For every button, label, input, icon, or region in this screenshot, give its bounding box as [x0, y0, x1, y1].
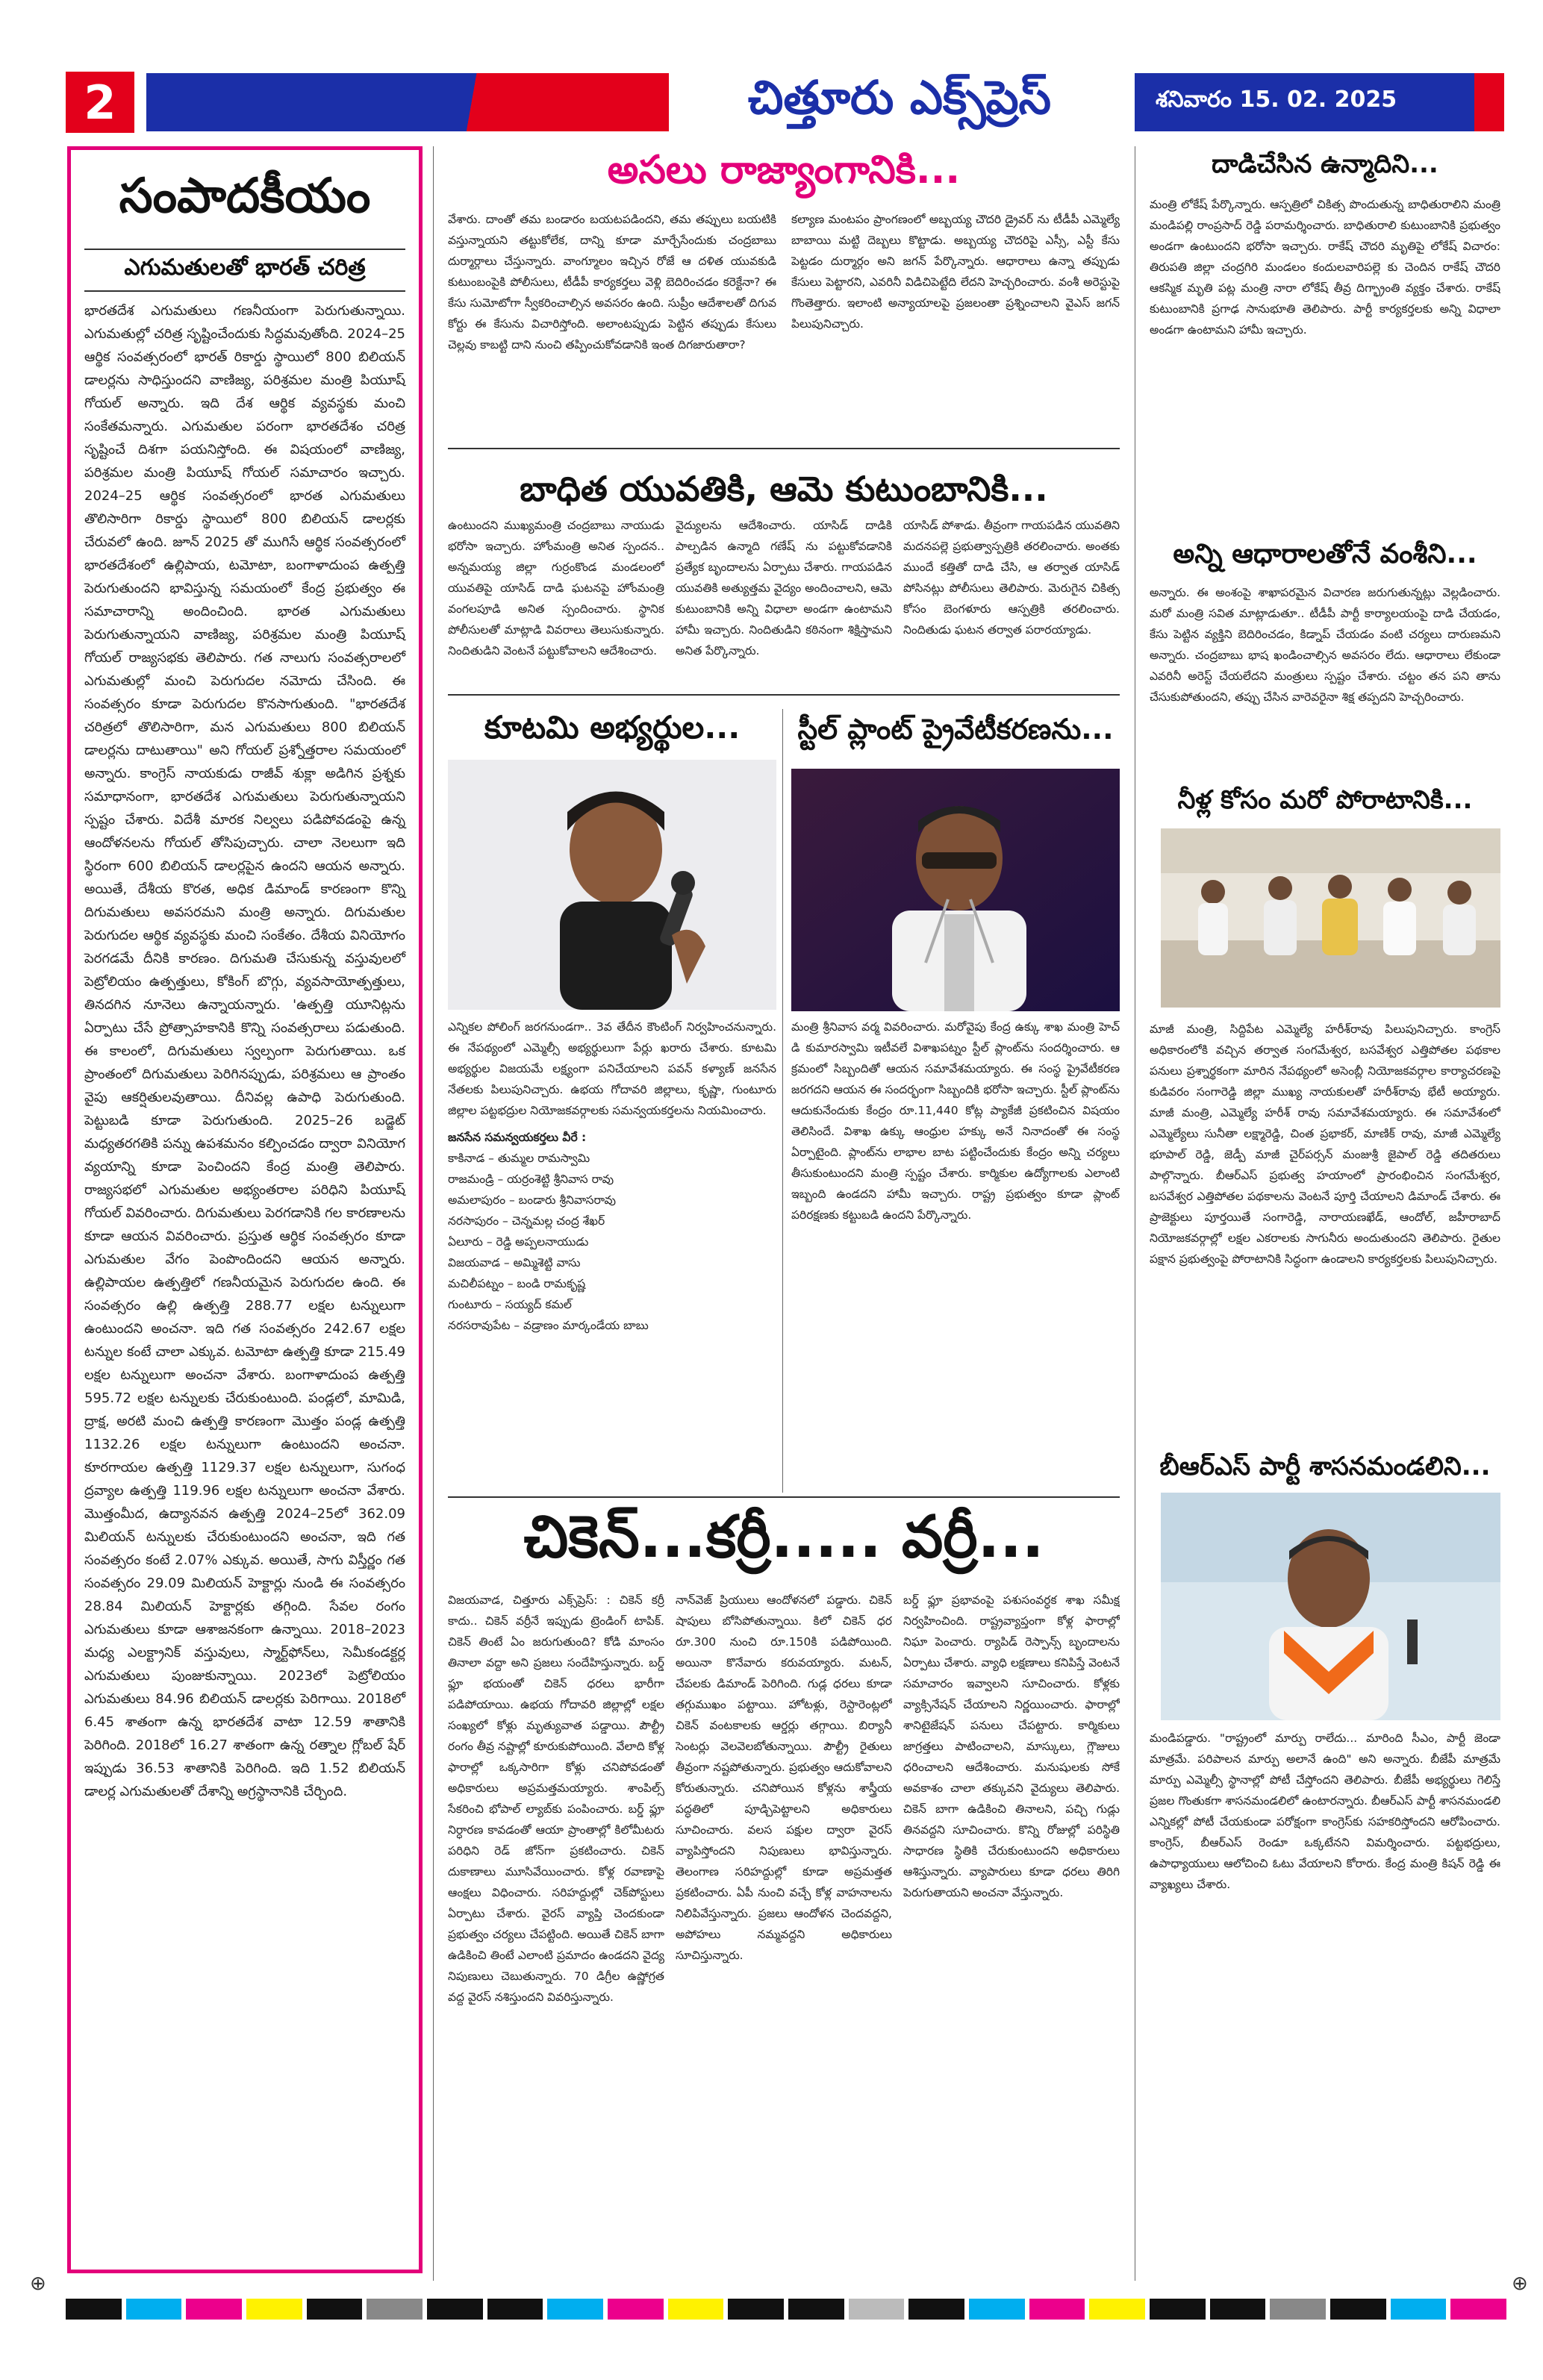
photo-pawan-kalyan — [448, 760, 776, 1010]
meeting-illustration — [1161, 828, 1500, 1008]
coordinator-item: నరసరావుపేట – వడ్రాణం మార్కండేయ బాబు — [448, 1319, 649, 1332]
coordinator-item: కాకినాడ – తుమ్మల రామస్వామి — [448, 1152, 590, 1165]
headline-steel-plant: స్టీల్ ప్లాంట్ ప్రైవేటీకరణను... — [797, 713, 1114, 746]
column-separator — [433, 146, 434, 2281]
coordinator-item: మచిలీపట్నం – బండి రామకృష్ణ — [448, 1277, 586, 1290]
masthead: చిత్తూరు ఎక్స్‌ప్రెస్ — [747, 70, 1052, 125]
alliance-text: ఎన్నికల పోలింగ్ జరగనుండగా.. 3వ తేదీన కౌంటింగ్ నిర్వహించనున్నారు. ఈ నేపథ్యంలో ఎమ్మెల్సీ అభ్యర్థులుగా పేర్లు ఖరారు చేశారు. కూటమి అభ్యర్థుల విజయమే లక్ష్యంగా పనిచేయాలని పవన్ కళ్యాణ్ జనసేన నేతలకు పిలుపునిచ్చారు. ఉభయ గోదావరి జిల్లాలు, కృష్ణా, గుంటూరు జిల్లాల పట్టభద్రుల నియోజకవర్గాలకు సమన్వయకర్తలను నియమించారు. — [448, 1020, 776, 1117]
registration-mark-icon: ⊕ — [1512, 2273, 1528, 2295]
headline-constitution: అసలు రాజ్యాంగానికి... — [607, 148, 961, 193]
page-number: 2 — [66, 72, 134, 133]
photo-minister — [791, 769, 1120, 1011]
victim-col-3 — [903, 515, 1120, 683]
editorial-body: భారతదేశ ఎగుమతులు గణనీయంగా పెరుగుతున్నాయి. ఎగుమతుల్లో చరిత్ర సృష్టించేందుకు సిద్ధమవుతోంది. 2024–25 ఆర్థిక సంవత్సరంలో భారత్ రికార్డు స్థాయిలో 800 బిలియన్ డాలర్లను సాధిస్తుందని వాణిజ్య, పరిశ్రమల మంత్రి పియూష్ గోయల్ అన్నారు. ఇది దేశ ఆర్థిక వ్యవస్థకు మంచి సంకేతమన్నారు. ఎగుమతుల పరంగా భారతదేశం చరిత్ర సృష్టించే దిశగా పయనిస్తోంది. ఈ విషయంలో వాణిజ్య, పరిశ్రమల మంత్రి పియూష్ గోయల్ సమాచారం ఇచ్చారు. 2024–25 ఆర్థిక సంవత్సరంలో భారత ఎగుమతులు తొలిసారిగా రికార్డు స్థాయిలో 800 బిలియన్ డాలర్లకు చేరువలో ఉంది. జూన్ 2025 తో ముగిసే ఆర్థిక సంవత్సరంలో భారతదేశంలో ఉల్లిపాయ, టమోటా, బంగాళాదుంప ఉత్పత్తి పెరుగుతుందని భావిస్తున్న సమయంలో కేంద్ర ప్రభుత్వం ఈ సమాచారాన్ని అందించింది. భారత ఎగుమతులు పెరుగుతున్నాయని వాణిజ్య, పరిశ్రమల మంత్రి పియూష్ గోయల్ రాజ్యసభకు తెలిపారు. గత నాలుగు సంవత్సరాలలో ఎగుమతుల్లో మంచి పెరుగుదల నమోదు చేసింది. ఈ సంవత్సరం కూడా పెరుగుదల కొనసాగుతుంది. "భారతదేశ చరిత్రలో తొలిసారిగా, మన ఎగుమతులు 800 బిలియన్ డాలర్లను దాటుతాయి" అని గోయల్ ప్రశ్నోత్తరాల సమయంలో అన్నారు. కాంగ్రెస్ నాయకుడు రాజీవ్ శుక్లా అడిగిన ప్రశ్నకు సమాధానంగా, భారతదేశ ఎగుమతులు పెరుగుతున్నాయని స్పష్టం చేశారు. విదేశీ మారక నిల్వలు పడిపోవడంపై ఉన్న ఆందోళనలను గోయల్ తోసిపుచ్చారు. చాలా నెలలుగా ఇది స్థిరంగా 600 బిలియన్ డాలర్లపైన ఉందని ఆయన అన్నారు. అయితే, దేశీయ కొరత, అధిక డిమాండ్ కారణంగా కొన్ని దిగుమతులు అవసరమని మంత్రి అన్నారు. దిగుమతుల పెరుగుదల ఆర్థిక వ్యవస్థకు మంచి సంకేతం. దేశీయ వినియోగం పెరగడమే దీనికి కారణం. దిగుమతి చేసుకున్న వస్తువులలో పెట్రోలియం ఉత్పత్తులు, కోకింగ్ బొగ్గు, వ్యవసాయోత్పత్తులు, తినదగిన నూనెలు ఉన్నాయన్నారు. 'ఉత్పత్తి యూనిట్లను ఏర్పాటు చేసే ప్రోత్సాహకానికి కొన్ని సంవత్సరాలు పడుతుంది. ఈ కాలంలో, దిగుమతులు స్వల్పంగా పెరుగుతాయి. ఒక ప్రాంతంలో దిగుమతులు పెరిగినప్పుడు, పరిశ్రమలు ఆ ప్రాంతం వైపు ఆకర్షితులవుతాయి. దీనివల్ల ఉపాధి పెరుగుతుంది. పెట్టుబడి కూడా పెరుగుతుంది. 2025–26 బడ్జెట్ మధ్యతరగతికి పన్ను ఉపశమనం కల్పించడం ద్వారా వినియోగ వ్యయాన్ని కూడా పెంచిందని కేంద్ర మంత్రి తెలిపారు. రాజ్యసభలో ఎగుమతుల అభ్యంతరాల పరిధిని పియూష్ గోయల్ వివరించారు. దిగుమతులు పెరగడానికి గల కారణాలను కూడా ఆయన వివరించారు. ప్రస్తుత ఆర్థిక సంవత్సరం కూడా ఎగుమతుల వేగం పెంపొందిందని ఆయన అన్నారు. ఉల్లిపాయల ఉత్పత్తిలో గణనీయమైన పెరుగుదల ఉంది. ఈ సంవత్సరం ఉల్లి ఉత్పత్తి 288.77 లక్షల టన్నులుగా ఉంటుందని అంచనా. ఇది గత సంవత్సరం 242.67 లక్షల టన్నుల కంటే చాలా ఎక్కువ. టమోటా ఉత్పత్తి కూడా 215.49 లక్షల టన్నులుగా అంచనా వేశారు. బంగాళాదుంప ఉత్పత్తి 595.72 లక్షల టన్నులకు చేరుకుంటుంది. పండ్లలో, మామిడి, ద్రాక్ష, అరటి మంచి ఉత్పత్తి కారణంగా మొత్తం పండ్ల ఉత్పత్తి 1132.26 లక్షల టన్నులుగా ఉంటుందని అంచనా. కూరగాయల ఉత్పత్తి 1129.37 లక్షల టన్నులుగా, సుగంధ ద్రవ్యాల ఉత్పత్తి 119.96 లక్షల టన్నులుగా అంచనా వేశారు. మొత్తంమీద, ఉద్యానవన ఉత్పత్తి 2024–25లో 362.09 మిలియన్ టన్నులకు చేరుకుంటుందని అంచనా, ఇది గత సంవత్సరం కంటే 2.07% ఎక్కువ. అయితే, సాగు విస్తీర్ణం గత సంవత్సరం 29.09 మిలియన్ హెక్టార్లు నుండి ఈ సంవత్సరం 28.84 మిలియన్ హెక్టార్లకు తగ్గింది. సేవల రంగం ఎగుమతులు కూడా ఆశాజనకంగా ఉన్నాయి. 2018–2023 మధ్య ఎలక్ట్రానిక్ వస్తువులు, స్మార్ట్‌ఫోన్‌లు, సెమీకండక్టర్ల ఎగుమతులు పుంజుకున్నాయి. 2023లో పెట్రోలియం ఎగుమతులు 84.96 బిలియన్ డాలర్లకు పెరిగాయి. 2018లో 6.45 శాతంగా ఉన్న భారతదేశ వాటా 12.59 శాతానికి పెరిగింది. 2018లో 16.27 శాతంగా ఉన్న రత్నాల గ్లోబల్ షేర్ ఇప్పుడు 36.53 శాతానికి పెరిగింది. ఇది 1.52 బిలియన్ డాలర్ల ఎగుమతులతో దేశాన్ని అగ్రస్థానానికి చేర్చింది. — [84, 303, 405, 1799]
attacker-body — [1150, 194, 1500, 522]
headline-victim: బాధిత యువతికి, ఆమె కుటుంబానికి... — [520, 469, 1048, 509]
brs-text: మండిపడ్డారు. "రాష్ట్రంలో మార్పు రాలేదు... మారింది సీఎం, పార్టీ జెండా మాత్రమే. పరిపాలన మార్పు అలానే ఉంది" అని అన్నారు. బీజేపీ మాత్రమే మార్పు ఎమ్మెల్సీ స్థానాల్లో పోటీ చేస్తోందని తెలిపారు. బీజేపీ అభ్యర్థులు గెలిస్తే ప్రజల గొంతుకగా శాసనమండలిలో ఉంటారన్నారు. బీఆర్ఎస్ పార్టీ శాసనమండలి ఎన్నికల్లో పోటీ చేయకుండా పరోక్షంగా కాంగ్రెస్‌కు సహకరిస్తోందని ఆరోపించారు. కాంగ్రెస్, బీఆర్ఎస్ రెండూ ఒక్కటేనని విమర్శించారు. పట్టభద్రులు, ఉపాధ్యాయులు ఆలోచించి ఓటు వేయాలని కోరారు. కేంద్ర మంత్రి కిషన్ రెడ్డి ఈ వ్యాఖ్యలు చేశారు. — [1150, 1731, 1500, 1891]
attacker-text: మంత్రి లోకేష్ పేర్కొన్నారు. ఆస్పత్రిలో చికిత్స పొందుతున్న బాధితురాలిని మంత్రి మండిపల్లి రాంప్రసాద్ రెడ్డి పరామర్శించారు. బాధితురాలి కుటుంబానికి ప్రభుత్వం అండగా ఉంటుందని భరోసా ఇచ్చారు. రాకేష్ చౌదరి మృతిపై లోకేష్ విచారం: తిరుపతి జిల్లా చంద్రగిరి మండలం కందులవారిపల్లె కు చెందిన రాకేష్ చౌదరి ఆకస్మిక మృతి పట్ల మంత్రి నారా లోకేష్ తీవ్ర దిగ్భ్రాంతి వ్యక్తం చేశారు. రాకేష్ కుటుంబానికి ప్రగాఢ సానుభూతి తెలిపారు. పార్టీ కార్యకర్తలకు అన్ని విధాలా అండగా ఉంటామని హామీ ఇచ్చారు. — [1150, 198, 1500, 337]
coordinator-item: అమలాపురం – బండారు శ్రీనివాసరావు — [448, 1193, 617, 1207]
header-date: శనివారం 15. 02. 2025 — [1135, 73, 1493, 131]
victim-text-2: వైద్యులను ఆదేశించారు. యాసిడ్ దాడికి పాల్పడిన ఉన్మాది గణేష్ ను పట్టుకోవడానికి ప్రత్యేక బృందాలను ఏర్పాటు చేశారు. గాయపడిన యువతికి అత్యుత్తమ వైద్యం అందించాలని, ఆమె కుటుంబానికి అన్ని విధాలా అండగా ఉంటామని హామీ ఇచ్చారు. నిందితుడిని కఠినంగా శిక్షిస్తామని అనిత పేర్కొన్నారు. — [676, 519, 892, 658]
headline-alliance: కూటమి అభ్యర్థుల... — [484, 709, 741, 746]
editorial-title: సంపాదకీయం — [119, 168, 371, 224]
header-band-left — [146, 73, 669, 131]
constitution-text-1: వేశారు. దాంతో తమ బండారం బయటపడిందని, తమ తప్పులు బయటికి వస్తున్నాయని తట్టుకోలేక, దాన్ని కూడా మార్చేసేందుకు చంద్రబాబు దుర్మార్గాలు చేస్తున్నారు. వాంగ్మూలం ఇచ్చిన రోజే ఆ దళిత యువకుడి కుటుంబంపైకి పోలీసులు, టీడీపీ కార్యకర్తలు వెళ్లి బెదిరించడం కరెక్టేనా? ఈ కేసు సుమోటోగా స్వీకరించాల్సిన అవసరం ఉంది. సుప్రీం ఆదేశాలతో దిగువ కోర్టు ఈ కేసును విచారిస్తోంది. అలాంటప్పుడు పెట్టిన తప్పుడు కేసులు చెల్లవు కాబట్టి దాని నుంచి తప్పించుకోవడానికి ఇంత దిగజారుతారా? — [448, 213, 776, 352]
headline-vamsi: అన్ని ఆధారాలతోనే వంశీని... — [1173, 539, 1477, 569]
constitution-col-1 — [448, 209, 776, 433]
steel-text: మంత్రి శ్రీనివాస వర్మ వివరించారు. మరోవైపు కేంద్ర ఉక్కు శాఖ మంత్రి హెచ్ డి కుమారస్వామి ఇటీవలే విశాఖపట్నం స్టీల్ ప్లాంట్‌ను సందర్శించారు. ఆ క్రమంలో సిబ్బందితో ఆయన సమావేశమయ్యారు. ఈ సంస్థ ప్రైవేటీకరణ జరగదని ఆయన ఈ సందర్భంగా సిబ్బందికి భరోసా ఇచ్చారు. స్టీల్ ప్లాంట్‌ను ఆదుకునేందుకు కేంద్రం రూ.11,440 కోట్ల ప్యాకేజీ ప్రకటించిన విషయం తెలిసిందే. విశాఖ ఉక్కు ఆంధ్రుల హక్కు అనే నినాదంతో ఈ సంస్థ ఏర్పాటైంది. ప్లాంట్‌ను లాభాల బాట పట్టించేందుకు కేంద్రం అన్ని చర్యలు తీసుకుంటుందని మంత్రి స్పష్టం చేశారు. కార్మికుల ఉద్యోగాలకు ఎలాంటి ఇబ్బంది ఉండదని హామీ ఇచ్చారు. రాష్ట్ర ప్రభుత్వం కూడా ప్లాంట్ పరిరక్షణకు కట్టుబడి ఉందని పేర్కొన్నారు. — [791, 1020, 1120, 1222]
headline-water: నీళ్ల కోసం మరో పోరాటానికి... — [1177, 785, 1473, 815]
coordinator-item: రాజమండ్రి – యర్రంశెట్టి శ్రీనివాస రావు — [448, 1172, 614, 1186]
speaker-illustration — [1161, 1493, 1500, 1720]
coordinator-item: ఏలూరు – రెడ్డి అప్పలనాయుడు — [448, 1235, 589, 1249]
chicken-col-1 — [448, 1590, 664, 2280]
water-text: మాజీ మంత్రి, సిద్దిపేట ఎమ్మెల్యే హరీశ్‌రావు పిలుపునిచ్చారు. కాంగ్రెస్ అధికారంలోకి వచ్చిన తర్వాత సంగమేశ్వర, బసవేశ్వర ఎత్తిపోతల పథకాల పనులు ప్రశ్నార్థకంగా మారిన నేపథ్యంలో అసెంబ్లీ నియోజకవర్గాల కార్యాచరణపై కుడివరం సంగారెడ్డి జిల్లా ముఖ్య నాయకులతో హరీశ్‌రావు భేటీ అయ్యారు. మాజీ మంత్రి, ఎమ్మెల్యే హరీశ్ రావు సమావేశమయ్యారు. ఈ సమావేశంలో ఎమ్మెల్యేలు సునీతా లక్ష్మారెడ్డి, చింత ప్రభాకర్, మాణిక్ రావు, మాజీ ఎమ్మెల్యే భూపాల్ రెడ్డి, జెడ్పీ మాజీ చైర్‌పర్సన్ మంజుశ్రీ జైపాల్ రెడ్డి తదితరులు పాల్గొన్నారు. బీఆర్ఎస్ ప్రభుత్వ హయాంలో ప్రారంభించిన సంగమేశ్వర, బసవేశ్వర ఎత్తిపోతల పథకాలను వెంటనే పూర్తి చేయాలని డిమాండ్ చేశారు. ఈ ప్రాజెక్టులు పూర్తయితే సంగారెడ్డి, నారాయణఖేడ్, ఆందోల్, జహీరాబాద్ నియోజకవర్గాల్లో లక్షల ఎకరాలకు సాగునీరు అందుతుందని తెలిపారు. రైతుల పక్షాన ప్రభుత్వంపై పోరాటానికి సిద్ధంగా ఉండాలని కార్యకర్తలకు పిలుపునిచ్చారు. — [1150, 1022, 1500, 1266]
chicken-col-2 — [676, 1590, 892, 2280]
chicken-text-3: బర్డ్ ఫ్లూ ప్రభావంపై పశుసంవర్ధక శాఖ సమీక్ష నిర్వహించింది. రాష్ట్రవ్యాప్తంగా కోళ్ల ఫారాల్లో నిఘా పెంచారు. ర్యాపిడ్ రెస్పాన్స్ బృందాలను ఏర్పాటు చేశారు. వ్యాధి లక్షణాలు కనిపిస్తే వెంటనే సమాచారం ఇవ్వాలని సూచించారు. కోళ్లకు వ్యాక్సినేషన్ చేయాలని నిర్ణయించారు. ఫారాల్లో శానిటైజేషన్ పనులు చేపట్టారు. కార్మికులు జాగ్రత్తలు పాటించాలని, మాస్కులు, గ్లౌజులు ధరించాలని ఆదేశించారు. మనుషులకు సోకే అవకాశం చాలా తక్కువని వైద్యులు తెలిపారు. చికెన్ బాగా ఉడికించి తినాలని, పచ్చి గుడ్లు తినవద్దని సూచించారు. కొన్ని రోజుల్లో పరిస్థితి సాధారణ స్థితికి చేరుకుంటుందని అధికారులు ఆశిస్తున్నారు. వ్యాపారులు కూడా ధరలు తిరిగి పెరుగుతాయని అంచనా వేస్తున్నారు. — [903, 1593, 1120, 1899]
editorial-column — [67, 146, 423, 2273]
vamsi-body — [1150, 582, 1500, 772]
divider — [448, 694, 1120, 696]
minister-illustration — [791, 769, 1120, 1011]
steel-body — [791, 1016, 1120, 1494]
divider — [448, 448, 1120, 449]
headline-chicken: చికెన్...కర్రీ..... వర్రీ... — [523, 1504, 1044, 1571]
print-color-bar — [66, 2299, 1506, 2320]
registration-mark-icon: ⊕ — [30, 2273, 46, 2295]
column-separator — [782, 709, 783, 1493]
photo-kishan-reddy — [1161, 1493, 1500, 1720]
headline-attacker: దాడిచేసిన ఉన్మాదిని... — [1212, 149, 1438, 179]
chicken-text-2: నాన్‌వెజ్ ప్రియులు ఆందోళనలో పడ్డారు. చికెన్ షాపులు బోసిపోతున్నాయి. కిలో చికెన్ ధర రూ.300 నుంచి రూ.150కి పడిపోయింది. అయినా కొనేవారు కరువయ్యారు. మటన్, చేపలకు డిమాండ్ పెరిగింది. గుడ్ల ధరలు కూడా తగ్గుముఖం పట్టాయి. హోటళ్లు, రెస్టారెంట్లలో చికెన్ వంటకాలకు ఆర్డర్లు తగ్గాయి. బిర్యానీ సెంటర్లు వెలవెలబోతున్నాయి. పౌల్ట్రీ రైతులు తీవ్రంగా నష్టపోతున్నారు. ప్రభుత్వం ఆదుకోవాలని కోరుతున్నారు. చనిపోయిన కోళ్లను శాస్త్రీయ పద్ధతిలో పూడ్చిపెట్టాలని అధికారులు సూచించారు. వలస పక్షుల ద్వారా వైరస్ వ్యాపిస్తోందని నిపుణులు భావిస్తున్నారు. తెలంగాణ సరిహద్దుల్లో కూడా అప్రమత్తత ప్రకటించారు. ఏపీ నుంచి వచ్చే కోళ్ల వాహనాలను నిలిపివేస్తున్నారు. ప్రజలు ఆందోళన చెందవద్దని, అపోహలు నమ్మవద్దని అధికారులు సూచిస్తున్నారు. — [676, 1593, 892, 1962]
victim-text-3: యాసిడ్ పోశాడు. తీవ్రంగా గాయపడిన యువతిని మదనపల్లె ప్రభుత్వాస్పత్రికి తరలించారు. అంతకు ముందే కత్తితో దాడి చేసి, ఆ తర్వాత యాసిడ్ పోసినట్లు పోలీసులు తెలిపారు. మెరుగైన చికిత్స కోసం బెంగళూరు ఆస్పత్రికి తరలించారు. నిందితుడు ఘటన తర్వాత పరారయ్యాడు. — [903, 519, 1120, 637]
victim-text-1: ఉంటుందని ముఖ్యమంత్రి చంద్రబాబు నాయుడు భరోసా ఇచ్చారు. హోంమంత్రి అనిత స్పందన.. అన్నమయ్య జిల్లా గుర్రంకొండ మండలంలో యువతిపై యాసిడ్ దాడి ఘటనపై హోంమంత్రి వంగలపూడి అనిత స్పందించారు. స్థానిక పోలీసులతో మాట్లాడి వివరాలు తెలుసుకున్నారు. నిందితుడిని వెంటనే పట్టుకోవాలని ఆదేశించారు. — [448, 519, 664, 658]
vamsi-text: అన్నారు. ఈ అంశంపై శాఖాపరమైన విచారణ జరుగుతున్నట్లు వెల్లడించారు. మరో మంత్రి సవిత మాట్లాడుతూ.. టీడీపీ పార్టీ కార్యాలయంపై దాడి చేయడం, కేసు పెట్టిన వ్యక్తిని బెదిరించడం, కిడ్నాప్ చేయడం వంటి చర్యలు దారుణమని అన్నారు. చంద్రబాబు భాష ఖండించాల్సిన అవసరం లేదు. ఆధారాలు లేకుండా ఎవరినీ అరెస్ట్ చేయలేదని మంత్రులు స్పష్టం చేశారు. చట్టం తన పని తాను చేసుకుపోతుందని, తప్పు చేసిన వారెవరైనా శిక్ష తప్పదని హెచ్చరించారు. — [1150, 586, 1500, 704]
chicken-col-3 — [903, 1590, 1120, 2280]
header-band-end — [1474, 73, 1504, 131]
brs-body — [1150, 1728, 1500, 2280]
coordinator-item: గుంటూరు – సయ్యద్ కమల్ — [448, 1298, 572, 1311]
person-speaking-illustration — [448, 760, 776, 1010]
alliance-body — [448, 1016, 776, 1494]
photo-meeting — [1161, 828, 1500, 1008]
headline-brs: బీఆర్ఎస్ పార్టీ శాసనమండలిని... — [1159, 1452, 1491, 1481]
coordinators-title: జనసేన సమన్వయకర్తలు వీరే : — [448, 1131, 587, 1144]
divider — [448, 1496, 1120, 1498]
victim-col-2 — [676, 515, 892, 683]
coordinator-item: విజయవాడ – అమ్మిశెట్టి వాసు — [448, 1256, 581, 1269]
editorial-subtitle: ఎగుమతులతో భారత్ చరిత్ర — [84, 249, 405, 292]
constitution-col-2 — [791, 209, 1120, 433]
chicken-text-1: విజయవాడ, చిత్తూరు ఎక్స్‌ప్రెస్: : చికెన్ కర్రీ కాదు.. చికెన్ వర్రీనే ఇప్పుడు ట్రెండింగ్ టాపిక్. చికెన్ తింటే ఏం జరుగుతుంది? కోడి మాంసం తినాలా వద్దా అని ప్రజలు సందేహిస్తున్నారు. బర్డ్ ఫ్లూ భయంతో చికెన్ ధరలు భారీగా పడిపోయాయి. ఉభయ గోదావరి జిల్లాల్లో లక్షల సంఖ్యలో కోళ్లు మృత్యువాత పడ్డాయి. పౌల్ట్రీ రంగం తీవ్ర నష్టాల్లో కూరుకుపోయింది. వేలాది కోళ్ల ఫారాల్లో ఒక్కసారిగా కోళ్లు చనిపోవడంతో అధికారులు అప్రమత్తమయ్యారు. శాంపిల్స్ సేకరించి భోపాల్ ల్యాబ్‌కు పంపించారు. బర్డ్ ఫ్లూ నిర్ధారణ కావడంతో ఆయా ప్రాంతాల్లో కిలోమీటరు పరిధిని రెడ్ జోన్‌గా ప్రకటించారు. చికెన్ దుకాణాలు మూసివేయించారు. కోళ్ల రవాణాపై ఆంక్షలు విధించారు. సరిహద్దుల్లో చెక్‌పోస్టులు ఏర్పాటు చేశారు. వైరస్ వ్యాప్తి చెందకుండా ప్రభుత్వం చర్యలు చేపట్టింది. అయితే చికెన్ బాగా ఉడికించి తింటే ఎలాంటి ప్రమాదం ఉండదని వైద్య నిపుణులు చెబుతున్నారు. 70 డిగ్రీల ఉష్ణోగ్రత వద్ద వైరస్ నశిస్తుందని వివరిస్తున్నారు. — [448, 1593, 664, 2004]
victim-col-1 — [448, 515, 664, 683]
coordinator-item: నరసాపురం – చెన్నమల్ల చంద్ర శేఖర్ — [448, 1214, 605, 1228]
water-body — [1150, 1019, 1500, 1437]
constitution-text-2: కల్యాణ మంటపం ప్రాంగణంలో అబ్బయ్య చౌదరి డ్రైవర్ ను టీడీపీ ఎమ్మెల్యే బాబాయి మట్టి దెబ్బలు కొట్టాడు. అబ్బయ్య చౌదరిపై ఎస్సీ, ఎస్టీ కేసు పెట్టడం దుర్మార్గం అని జగన్ పేర్కొన్నారు. ఆధారాలు ఉన్నా తప్పుడు కేసులు పెట్టారని, ఎవరినీ విడిచిపెట్టేది లేదని హెచ్చరించారు. వంశీ అరెస్టుపై గొంతెత్తారు. ఇలాంటి అన్యాయాలపై ప్రజలంతా ప్రశ్నించాలని వైఎస్ జగన్ పిలుపునిచ్చారు. — [791, 213, 1120, 331]
